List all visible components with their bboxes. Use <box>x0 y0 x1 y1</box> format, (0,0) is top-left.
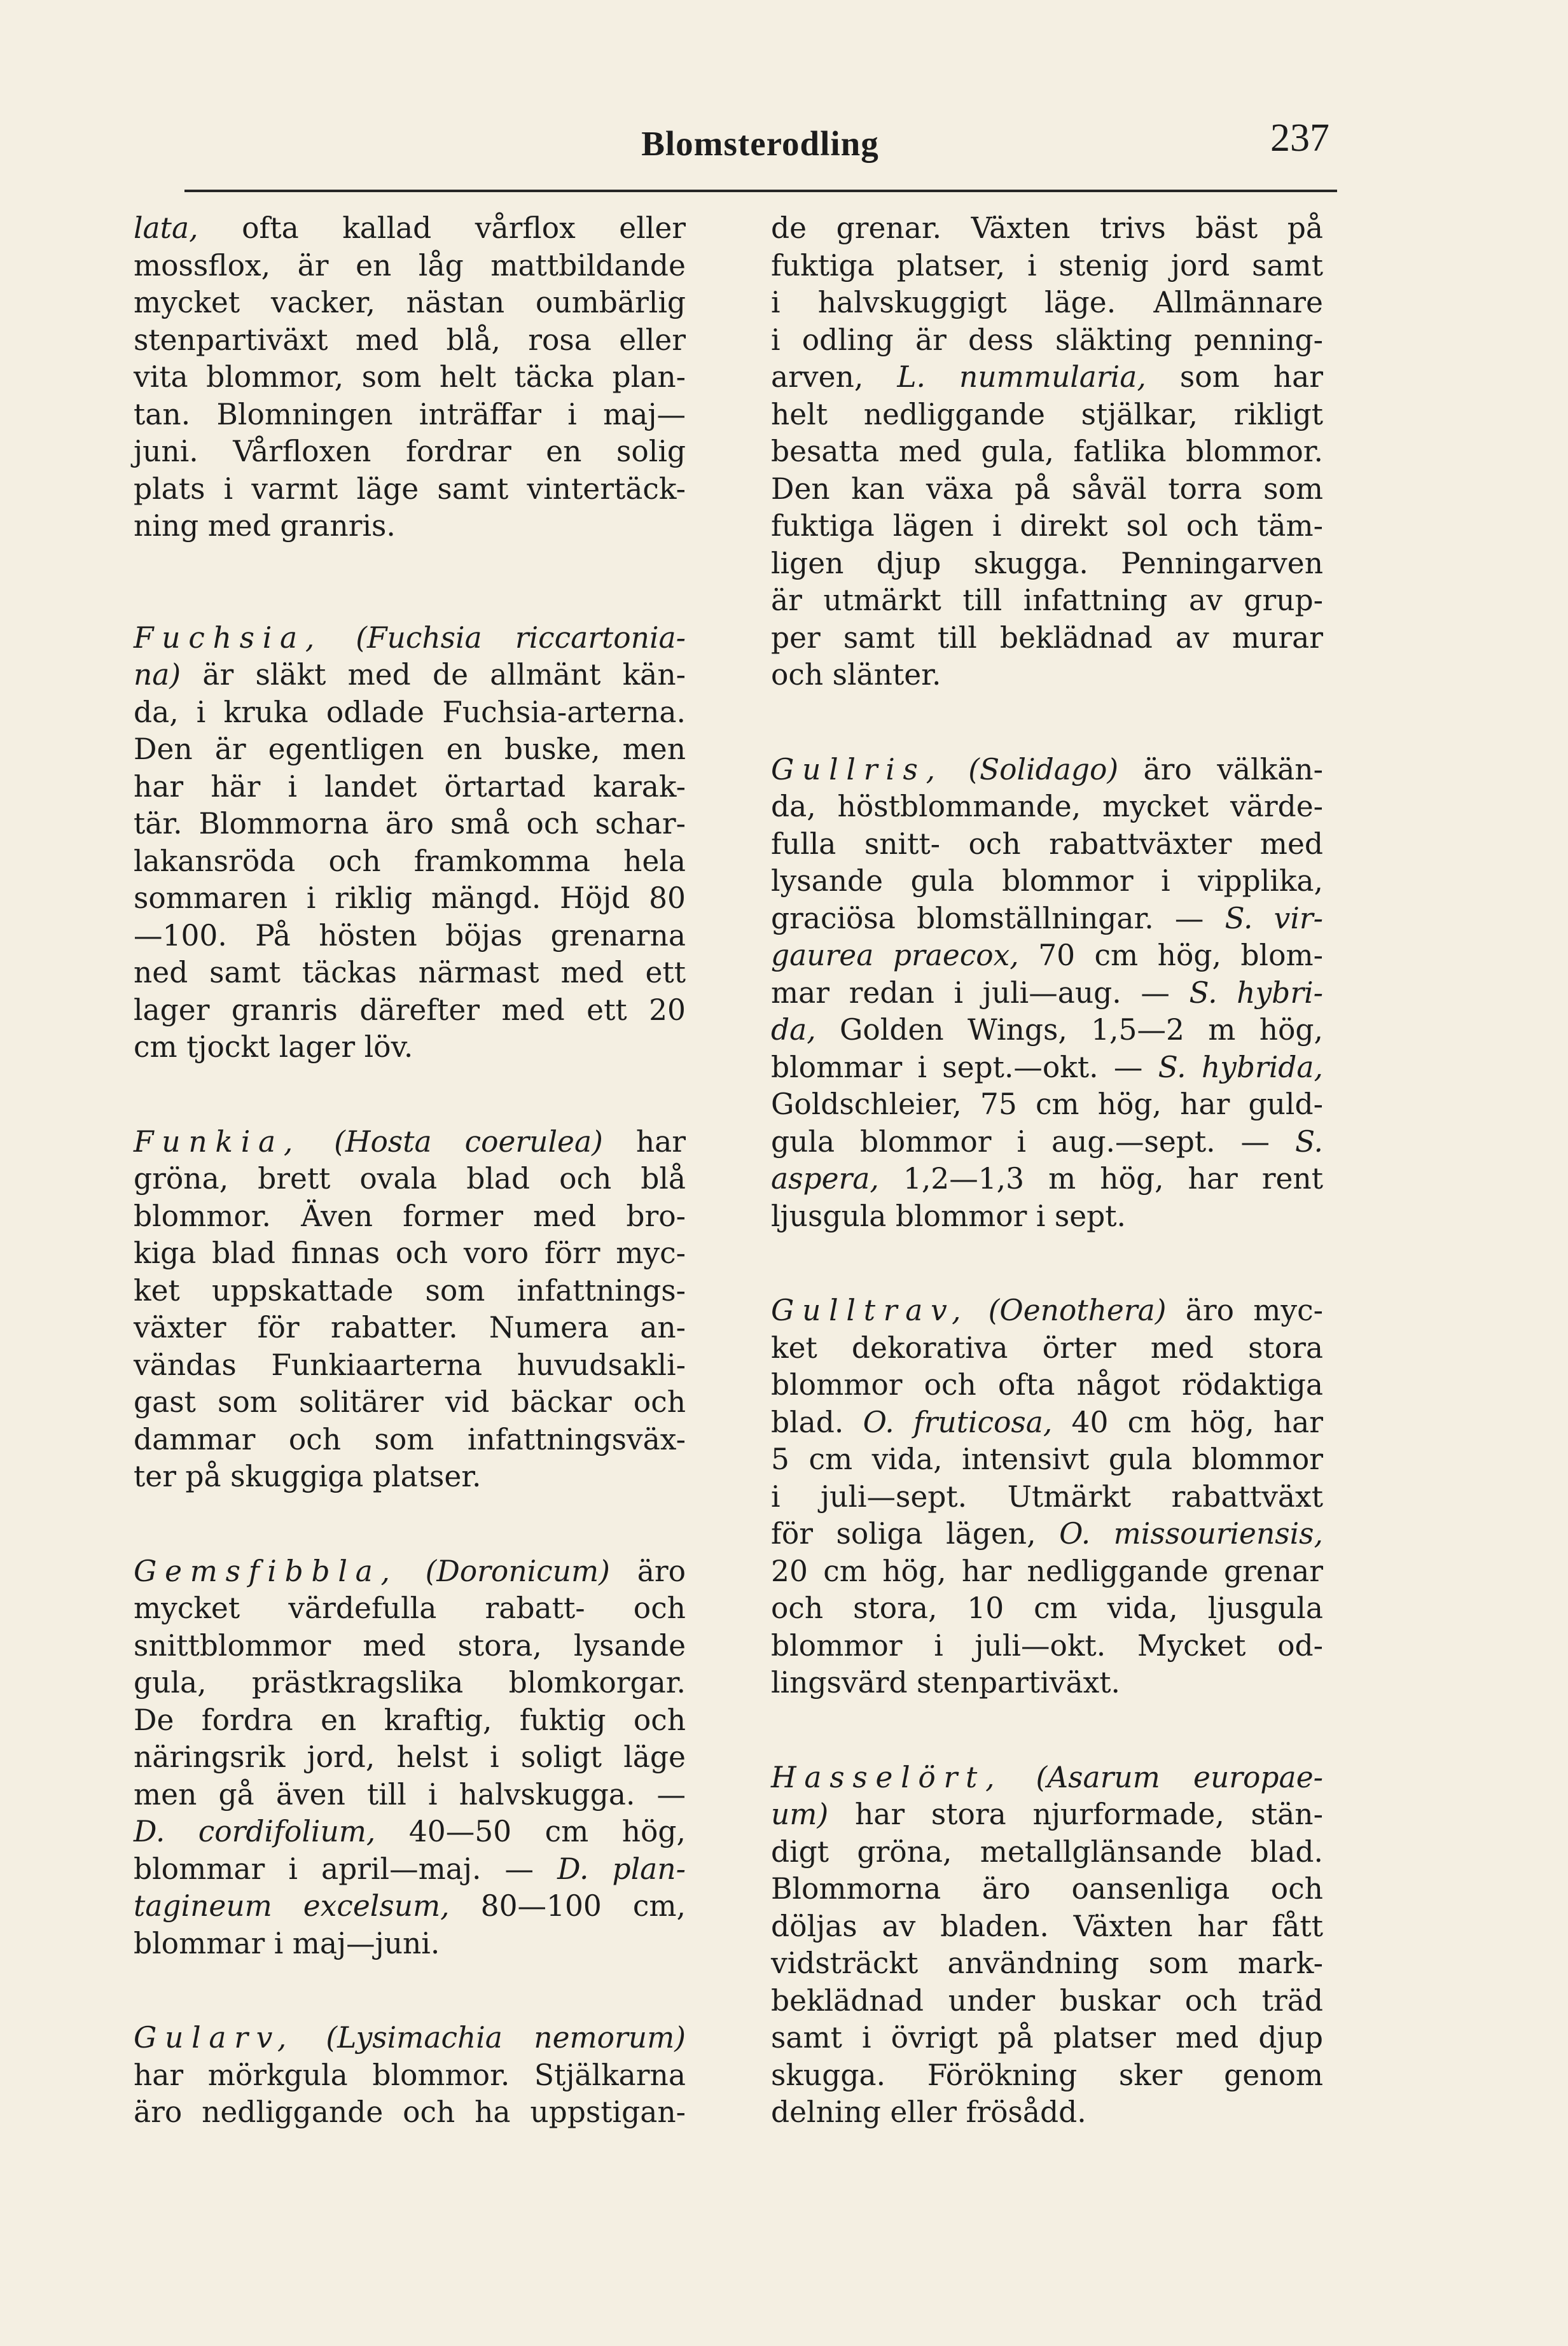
italic-text: gaurea praecox, <box>771 939 1019 972</box>
italic-text: lata, <box>134 211 198 245</box>
text-segment: Goldschleier, 75 cm hög, har guld- <box>771 1087 1323 1121</box>
italic-text: S. hybri- <box>1189 975 1323 1010</box>
plant-name: Gularv, <box>134 2021 295 2055</box>
italic-text: (Doronicum) <box>425 1554 610 1588</box>
text-line <box>771 1759 1323 1797</box>
text-line <box>771 210 1323 248</box>
text-segment: lysande gula blommor i vipplika, <box>771 864 1323 898</box>
text-line <box>134 210 686 248</box>
text-segment: vita blommor, som helt täcka plan- <box>134 360 686 394</box>
text-line <box>771 545 1323 583</box>
text-segment: fulla snitt- och rabattväxter med <box>771 827 1323 861</box>
text-line <box>771 1330 1323 1367</box>
paragraph <box>134 210 686 545</box>
italic-text: (Oenothera) <box>988 1294 1167 1327</box>
text-line <box>771 1161 1323 1198</box>
text-line <box>134 1628 686 1665</box>
text-segment: ljusgula blommor i sept. <box>771 1199 1127 1233</box>
text-line <box>771 1479 1323 1516</box>
paragraph <box>771 1759 1323 2132</box>
text-segment: näringsrik jord, helst i soligt läge <box>134 1740 686 1774</box>
text-line <box>134 396 686 434</box>
italic-text: tagineum excelsum, <box>134 1889 450 1923</box>
text-line <box>134 731 686 769</box>
italic-text: S. <box>1294 1124 1323 1159</box>
text-segment: blad. <box>771 1405 863 1439</box>
italic-text: (Solidago) <box>968 752 1119 786</box>
paragraph <box>134 620 686 1066</box>
text-line <box>771 1665 1323 1702</box>
text-line <box>771 975 1323 1012</box>
italic-text: aspera, <box>771 1162 879 1196</box>
text-line <box>771 1628 1323 1665</box>
text-segment: i halvskuggigt läge. Allmännare <box>771 286 1323 319</box>
italic-text: D. plan- <box>557 1852 686 1886</box>
text-line <box>771 826 1323 863</box>
text-line <box>771 1908 1323 1946</box>
text-line <box>134 1161 686 1198</box>
text-line <box>134 806 686 843</box>
text-line <box>134 2020 686 2057</box>
text-segment: 5 cm vida, intensivt gula blommor <box>771 1442 1323 1476</box>
text-segment: 80—100 cm, <box>449 1889 686 1923</box>
text-segment: blommar i sept.—okt. — <box>771 1050 1158 1084</box>
left-column <box>134 210 686 2132</box>
text-segment: har <box>602 1124 686 1159</box>
text-line <box>771 1871 1323 1908</box>
text-line <box>771 359 1323 396</box>
text-line <box>771 433 1323 471</box>
text-segment: ket dekorativa örter med stora <box>771 1330 1323 1365</box>
italic-text: O. missouriensis, <box>1059 1517 1323 1551</box>
text-line <box>771 1553 1323 1591</box>
text-segment: mycket värdefulla rabatt- och <box>134 1591 686 1625</box>
text-segment: cm tjockt lager löv. <box>134 1030 413 1064</box>
plant-name: Gullris, <box>771 752 943 786</box>
text-segment: 70 cm hög, blom- <box>1018 939 1323 972</box>
text-line <box>771 1441 1323 1479</box>
text-segment: ned samt täckas närmast med ett <box>134 956 686 989</box>
italic-text: S. hybrida, <box>1158 1050 1323 1084</box>
text-segment: beklädnad under buskar och träd <box>771 1983 1323 2018</box>
text-segment: 40—50 cm hög, <box>375 1815 686 1848</box>
text-line <box>134 2094 686 2132</box>
text-line <box>134 1235 686 1273</box>
text-line <box>771 2020 1323 2057</box>
text-line <box>771 1198 1323 1236</box>
text-line <box>771 2094 1323 2132</box>
text-line <box>134 359 686 396</box>
right-column <box>771 210 1323 2132</box>
text-segment: vidsträckt användning som mark- <box>771 1946 1323 1980</box>
text-segment: har här i landet örtartad karak- <box>134 769 686 804</box>
text-line <box>771 900 1323 938</box>
text-line <box>134 1777 686 1814</box>
text-line <box>771 1086 1323 1124</box>
text-segment: äro <box>609 1554 686 1588</box>
text-line <box>134 694 686 732</box>
paragraph-gap <box>771 1702 1323 1759</box>
paragraph-gap <box>134 1496 686 1553</box>
text-line <box>771 508 1323 545</box>
text-segment: är utmärkt till infattning av grup- <box>771 583 1323 617</box>
text-line <box>134 1421 686 1459</box>
running-title: Blomsterodling <box>641 124 879 163</box>
text-line <box>134 433 686 471</box>
text-segment: da, i kruka odlade Fuchsia-arterna. <box>134 695 686 729</box>
text-line <box>771 620 1323 657</box>
text-segment: blommar i maj—juni. <box>134 1926 440 1960</box>
text-line <box>134 322 686 360</box>
page-number: 237 <box>1270 116 1329 160</box>
text-segment: lakansröda och framkomma hela <box>134 844 686 878</box>
text-line <box>134 1273 686 1310</box>
text-segment: 20 cm hög, har nedliggande grenar <box>771 1554 1323 1588</box>
text-line <box>134 880 686 918</box>
italic-text: (Asarum europae- <box>1036 1760 1323 1794</box>
text-segment: mar redan i juli—aug. — <box>771 975 1190 1010</box>
text-segment: 1,2—1,3 m hög, har rent <box>878 1162 1323 1196</box>
paragraph-gap <box>134 545 686 620</box>
text-segment: växter för rabatter. Numera an- <box>134 1311 686 1344</box>
text-segment: och slänter. <box>771 658 941 692</box>
text-line <box>134 1925 686 1963</box>
text-line <box>134 657 686 694</box>
text-line <box>134 284 686 322</box>
text-line <box>771 788 1323 826</box>
text-segment: helt nedliggande stjälkar, rikligt <box>771 397 1323 431</box>
text-segment: ter på skuggiga platser. <box>134 1460 482 1493</box>
text-segment: besatta med gula, fatlika blommor. <box>771 435 1323 468</box>
text-segment: fuktiga platser, i stenig jord samt <box>771 248 1323 283</box>
text-line <box>771 396 1323 434</box>
text-segment <box>1003 1761 1036 1794</box>
text-segment: har mörkgula blommor. Stjälkarna <box>134 2058 686 2092</box>
text-line <box>134 918 686 955</box>
text-segment <box>323 621 356 655</box>
text-segment: i juli—sept. Utmärkt rabattväxt <box>771 1479 1323 1514</box>
italic-text: um) <box>771 1798 829 1831</box>
text-line <box>771 1796 1323 1834</box>
text-segment: per samt till beklädnad av murar <box>771 620 1323 655</box>
text-segment: lager granris därefter med ett 20 <box>134 993 686 1027</box>
italic-text: O. fruticosa, <box>863 1405 1053 1439</box>
paragraph <box>134 1124 686 1496</box>
text-segment: Golden Wings, 1,5—2 m hög, <box>815 1013 1323 1047</box>
text-segment: men gå även till i halvskugga. — <box>134 1777 686 1812</box>
text-segment: mycket vacker, nästan oumbärlig <box>134 286 686 319</box>
text-segment <box>295 2021 326 2055</box>
italic-text: na) <box>134 658 181 692</box>
text-segment: gröna, brett ovala blad och blå <box>134 1162 686 1196</box>
text-segment: de grenar. Växten trivs bäst på <box>771 211 1323 245</box>
text-line <box>134 620 686 657</box>
text-line <box>771 937 1323 975</box>
text-line <box>771 284 1323 322</box>
text-line <box>134 843 686 881</box>
text-line <box>771 1367 1323 1404</box>
text-line <box>134 1739 686 1777</box>
text-segment: stenpartiväxt med blå, rosa eller <box>134 323 686 357</box>
text-segment: i odling är dess släkting penning- <box>771 323 1323 357</box>
plant-name: Hasselört, <box>771 1760 1003 1794</box>
text-line <box>771 1834 1323 1871</box>
text-segment: digt gröna, metallglänsande blad. <box>771 1834 1323 1869</box>
italic-text: D. cordifolium, <box>134 1815 376 1848</box>
text-segment: Den kan växa på såväl torra som <box>771 471 1323 506</box>
text-segment: som har <box>1146 360 1323 394</box>
text-segment: tan. Blomningen inträffar i maj— <box>134 397 686 431</box>
text-line <box>771 1983 1323 2020</box>
text-segment: mossflox, är en låg mattbildande <box>134 248 686 283</box>
text-segment: gula blommor i aug.—sept. — <box>771 1124 1295 1159</box>
text-segment: och stora, 10 cm vida, ljusgula <box>771 1591 1323 1625</box>
text-segment: blommor i juli—okt. Mycket od- <box>771 1628 1323 1663</box>
text-segment: plats i varmt läge samt vintertäck- <box>134 471 686 506</box>
text-line <box>134 1458 686 1496</box>
text-segment: da, höstblommande, mycket värde- <box>771 790 1323 823</box>
text-line <box>771 2057 1323 2095</box>
text-line <box>134 508 686 545</box>
text-segment: Blommorna äro oansenliga och <box>771 1872 1323 1906</box>
text-segment: tär. Blommorna äro små och schar- <box>134 807 686 841</box>
text-segment: har stora njurformade, stän- <box>828 1798 1323 1831</box>
text-segment: blommar i april—maj. — <box>134 1852 558 1886</box>
text-segment: snittblommor med stora, lysande <box>134 1628 686 1663</box>
text-segment: ket uppskattade som infattnings- <box>134 1273 686 1308</box>
text-segment: döljas av bladen. Växten har fått <box>771 1909 1323 1943</box>
paragraph <box>771 1292 1323 1702</box>
text-segment: samt i övrigt på platser med djup <box>771 2021 1323 2055</box>
plant-name: Funkia, <box>134 1124 302 1159</box>
text-line <box>134 1124 686 1161</box>
text-line <box>134 1590 686 1628</box>
text-line <box>134 1813 686 1851</box>
text-line <box>771 1590 1323 1628</box>
text-segment: —100. På hösten böjas grenarna <box>134 918 686 953</box>
text-segment: gast som solitärer vid bäckar och <box>134 1385 686 1419</box>
text-line <box>134 954 686 992</box>
text-line <box>771 248 1323 285</box>
text-segment: ligen djup skugga. Penningarven <box>771 546 1323 580</box>
text-segment: Den är egentligen en buske, men <box>134 732 686 766</box>
text-line <box>134 1384 686 1421</box>
text-line <box>134 248 686 285</box>
text-line <box>134 1702 686 1740</box>
text-line <box>134 1851 686 1889</box>
text-segment: äro nedliggande och ha uppstigan- <box>134 2095 686 2129</box>
paragraph-gap <box>771 1235 1323 1292</box>
text-segment: fuktiga lägen i direkt sol och täm- <box>771 509 1323 543</box>
text-segment: blommor. Även former med bro- <box>134 1199 686 1233</box>
paragraph <box>771 751 1323 1236</box>
text-line <box>134 769 686 806</box>
text-line <box>134 1888 686 1925</box>
text-segment: 40 cm hög, har <box>1052 1405 1324 1439</box>
text-segment <box>301 1125 334 1159</box>
text-line <box>771 657 1323 694</box>
italic-text: S. vir- <box>1225 901 1323 935</box>
italic-text: da, <box>771 1013 816 1047</box>
text-segment: dammar och som infattningsväx- <box>134 1422 686 1456</box>
plant-name: Fuchsia, <box>134 620 323 655</box>
text-segment: blommor och ofta något rödaktiga <box>771 1368 1323 1402</box>
paragraph <box>134 1553 686 1963</box>
paragraph <box>134 2020 686 2132</box>
text-line <box>771 582 1323 620</box>
text-line <box>134 1198 686 1236</box>
italic-text: (Fuchsia riccartonia- <box>356 620 686 655</box>
text-segment <box>943 753 968 786</box>
text-segment: för soliga lägen, <box>771 1517 1060 1551</box>
text-segment: delning eller frösådd. <box>771 2095 1086 2129</box>
italic-text: (Lysimachia nemorum) <box>326 2021 686 2055</box>
text-segment: De fordra en kraftig, fuktig och <box>134 1703 686 1737</box>
text-segment: arven, <box>771 360 898 394</box>
text-segment: äro myc- <box>1166 1294 1323 1327</box>
text-segment: sommaren i riklig mängd. Höjd 80 <box>134 881 686 915</box>
text-segment: graciösa blomställningar. — <box>771 901 1225 935</box>
running-header <box>191 108 1329 178</box>
text-line <box>134 992 686 1030</box>
text-line <box>771 751 1323 789</box>
paragraph-gap <box>771 694 1323 751</box>
text-segment: är släkt med de allmänt kän- <box>181 658 686 692</box>
text-line <box>771 322 1323 360</box>
paragraph <box>771 210 1323 694</box>
text-line <box>134 2057 686 2095</box>
text-line <box>771 1404 1323 1442</box>
text-line <box>771 471 1323 508</box>
italic-text: L. nummularia, <box>897 360 1146 394</box>
text-line <box>771 863 1323 900</box>
text-line <box>134 471 686 508</box>
text-line <box>134 1665 686 1702</box>
text-segment: ning med granris. <box>134 509 396 543</box>
text-segment <box>398 1554 426 1588</box>
text-segment: juni. Vårfloxen fordrar en solig <box>134 435 686 468</box>
text-segment: gula, prästkragslika blomkorgar. <box>134 1666 686 1700</box>
header-rule <box>184 190 1337 192</box>
text-segment <box>969 1294 988 1327</box>
text-segment: äro välkän- <box>1118 752 1323 786</box>
text-segment: skugga. Förökning sker genom <box>771 2058 1323 2092</box>
italic-text: (Hosta coerulea) <box>334 1124 603 1159</box>
text-line <box>771 1516 1323 1553</box>
text-line <box>134 1347 686 1385</box>
text-line <box>134 1029 686 1066</box>
plant-name: Gemsfibbla, <box>134 1554 398 1588</box>
text-line <box>134 1309 686 1347</box>
text-line <box>771 1049 1323 1087</box>
text-segment: kiga blad finnas och voro förr myc- <box>134 1236 686 1270</box>
paragraph-gap <box>134 1066 686 1124</box>
text-line <box>771 1945 1323 1983</box>
text-line <box>134 1553 686 1591</box>
plant-name: Gulltrav, <box>771 1294 969 1327</box>
text-segment: vändas Funkiaarterna huvudsakli- <box>134 1348 686 1382</box>
text-line <box>771 1124 1323 1161</box>
text-line <box>771 1012 1323 1049</box>
text-segment: ofta kallad vårflox eller <box>198 211 686 245</box>
text-line <box>771 1292 1323 1330</box>
paragraph-gap <box>134 1962 686 2020</box>
text-segment: lingsvärd stenpartiväxt. <box>771 1666 1120 1700</box>
